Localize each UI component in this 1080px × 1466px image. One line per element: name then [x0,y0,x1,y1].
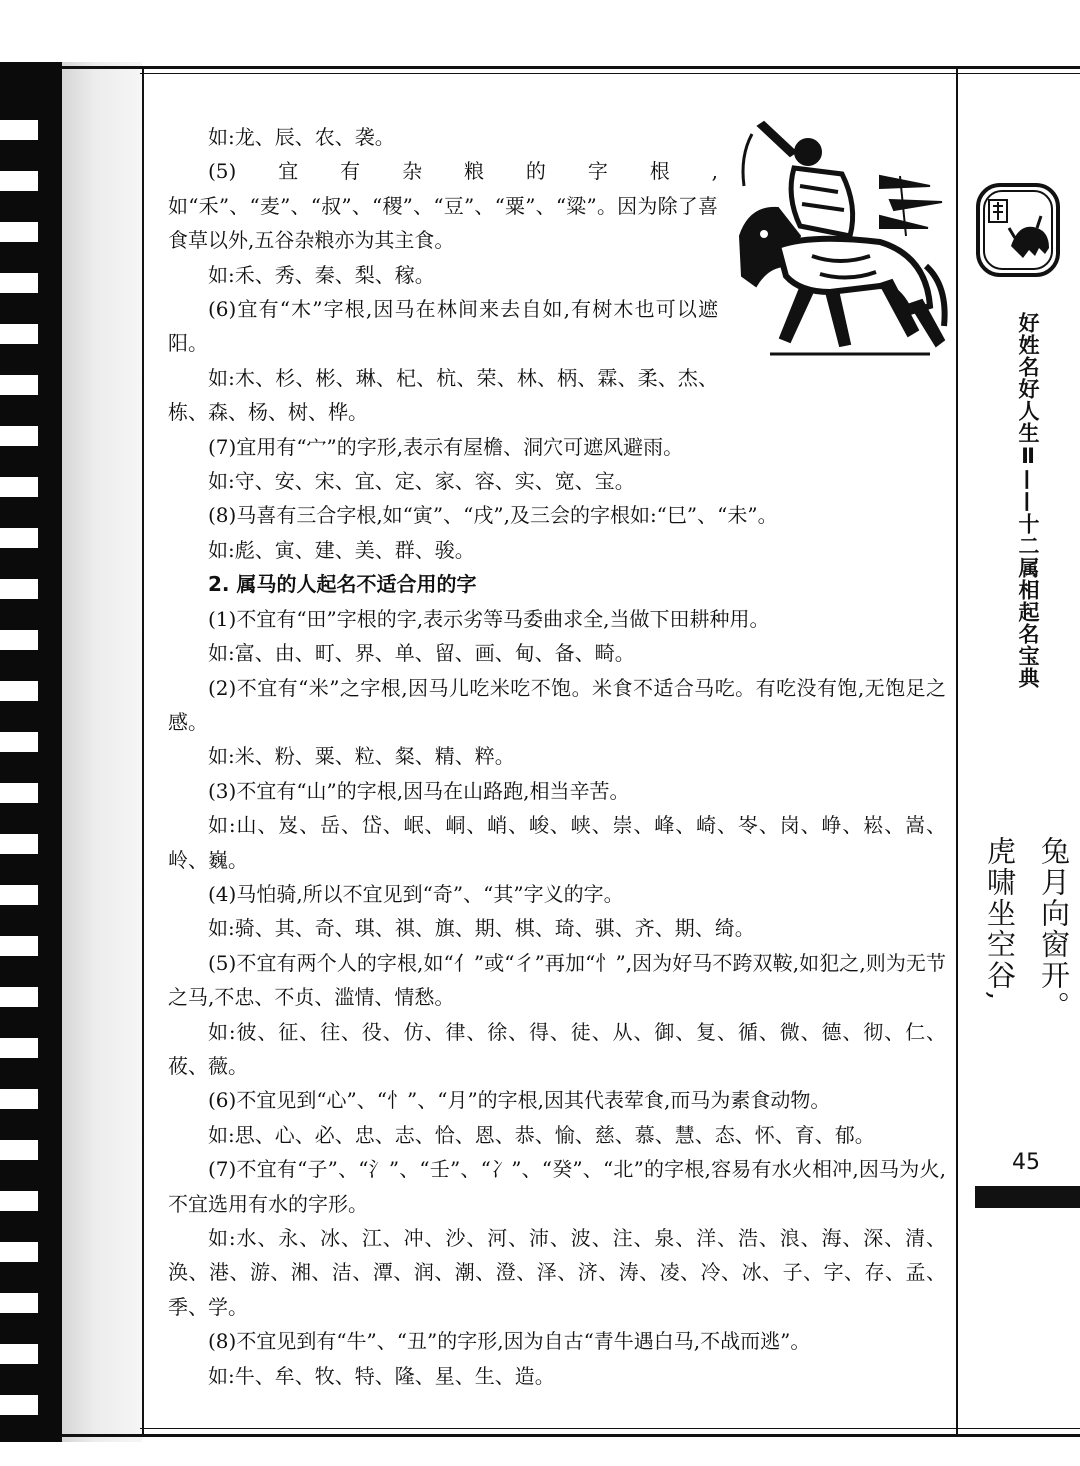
tiger-seal-icon [975,182,1061,278]
rule-paragraph: (6)不宜见到“心”、“忄”、“月”的字根,因其代表荤食,而马为素食动物。 [208,1088,831,1113]
left-text-border [142,69,144,1435]
film-sprocket-hole [0,630,38,650]
example-line: 如:富、由、町、界、单、留、画、甸、备、畸。 [208,641,635,666]
right-text-border [956,69,958,1435]
example-line: 如:彼、征、往、役、仿、律、徐、得、徒、从、御、复、循、微、德、彻、仁、莜、薇。 [168,1019,946,1078]
film-sprocket-hole [0,681,38,701]
page-number: 45 [1012,1150,1040,1175]
example-line: 如:水、永、冰、江、冲、沙、河、沛、波、注、泉、洋、浩、浪、海、深、清、涣、港、游、湘、洁、潭、润、潮、澄、泽、济、涛、凌、冷、冰、子、字、存、孟、季、学。 [168,1226,946,1319]
example-line: 如:骑、其、奇、琪、祺、旗、期、棋、琦、骐、齐、期、绮。 [208,916,755,941]
rule-paragraph: (2)不宜有“米”之字根,因马儿吃米吃不饱。米食不适合马吃。有吃没有饱,无饱足之感。 [168,675,946,734]
page-number-bar [975,1186,1080,1208]
film-sprocket-hole [0,1395,38,1415]
film-sprocket-hole [0,834,38,854]
film-sprocket-hole [0,1089,38,1109]
film-sprocket-hole [0,936,38,956]
example-line: 如:米、粉、粟、粒、粲、精、粹。 [208,744,515,769]
film-sprocket-hole [0,120,38,140]
example-line: 如:禾、秀、秦、梨、稼。 [208,262,435,287]
film-sprocket-hole [0,1242,38,1262]
top-border-line [62,66,1080,69]
bottom-border-line-thin [140,1428,1080,1429]
film-sprocket-hole [0,987,38,1007]
film-sprocket-hole [0,528,38,548]
film-sprocket-hole [0,1191,38,1211]
rule-paragraph: (3)不宜有“山”的字根,因马在山路跑,相当辛苦。 [208,778,630,803]
film-sprocket-hole [0,1344,38,1364]
rule-paragraph: (1)不宜有“田”字根的字,表示劣等马委曲求全,当做下田耕种用。 [208,606,770,631]
rule-paragraph: (4)马怕骑,所以不宜见到“奇”、“其”字义的字。 [208,881,624,906]
film-strip-decoration [0,62,62,1442]
rule-paragraph: (7)不宜有“子”、“氵”、“壬”、“冫”、“癸”、“北”的字根,容易有水火相冲,因马为火,不宜选用有水的字形。 [168,1157,946,1216]
rule-paragraph: (8)不宜见到有“牛”、“丑”的字形,因为自古“青牛遇白马,不战而逃”。 [208,1329,811,1354]
film-sprocket-hole [0,171,38,191]
rule-paragraph: (6)宜有“木”字根,因马在林间来去自如,有树木也可以遮阳。 [168,297,718,356]
film-sprocket-hole [0,1293,38,1313]
rule-paragraph: (7)宜用有“宀”的字形,表示有屋檐、洞穴可遮风避雨。 [208,434,684,459]
film-sprocket-hole [0,1446,38,1466]
film-sprocket-hole [0,375,38,395]
top-border-line-thin [140,73,1080,74]
film-sprocket-hole [0,324,38,344]
film-sprocket-hole [0,273,38,293]
film-sprocket-hole [0,477,38,497]
film-strip-shadow [62,62,142,1442]
example-line: 如:山、岌、岳、岱、岷、峒、峭、峻、峡、崇、峰、崎、岺、岗、峥、崧、嵩、岭、巍。 [168,813,946,872]
example-line: 如:思、心、必、忠、志、恰、恩、恭、愉、慈、慕、慧、态、怀、育、郁。 [208,1122,875,1147]
film-sprocket-hole [0,222,38,242]
example-line: 如:龙、辰、农、袭。 [208,125,395,149]
example-line: 如:彪、寅、建、美、群、骏。 [208,537,475,562]
film-sprocket-hole [0,579,38,599]
film-sprocket-hole [0,1140,38,1160]
example-line: 如:木、杉、彬、琳、杞、杭、荣、林、柄、霖、柔、杰、栋、森、杨、树、桦。 [168,365,718,425]
poem-line-1: 兔月向窗开。 [1037,836,1071,1022]
film-sprocket-hole [0,885,38,905]
rule-paragraph: (5)不宜有两个人的字根,如“亻”或“彳”再加“忄”,因为好马不跨双鞍,如犯之,则为无节之马,不忠、不贞、滥情、情愁。 [168,950,946,1010]
horse-rider-papercut-illustration [730,116,952,374]
film-sprocket-hole [0,783,38,803]
film-sprocket-hole [0,426,38,446]
rule-paragraph: (5)宜有杂粮的字根,如“禾”、“麦”、“叔”、“稷”、“豆”、“粟”、“粱”。因为除了喜食草以外,五谷杂粮亦为其主食。 [168,159,718,253]
poem-line-2: 虎啸坐空谷, [983,836,1017,1003]
book-series-title: 好姓名好人生Ⅱ——十二属相起名宝典 [1016,312,1040,689]
rule-paragraph: (8)马喜有三合字根,如“寅”、“戌”,及三会的字根如:“巳”、“未”。 [208,503,778,528]
main-text-area [168,120,946,1393]
section-heading: 2. 属马的人起名不适合用的字 [208,572,477,597]
bottom-border-line [62,1434,1080,1437]
film-sprocket-hole [0,1038,38,1058]
example-line: 如:牛、牟、牧、特、隆、星、生、造。 [208,1363,555,1388]
example-line: 如:守、安、宋、宜、定、家、容、实、宽、宝。 [208,469,635,494]
film-sprocket-hole [0,732,38,752]
